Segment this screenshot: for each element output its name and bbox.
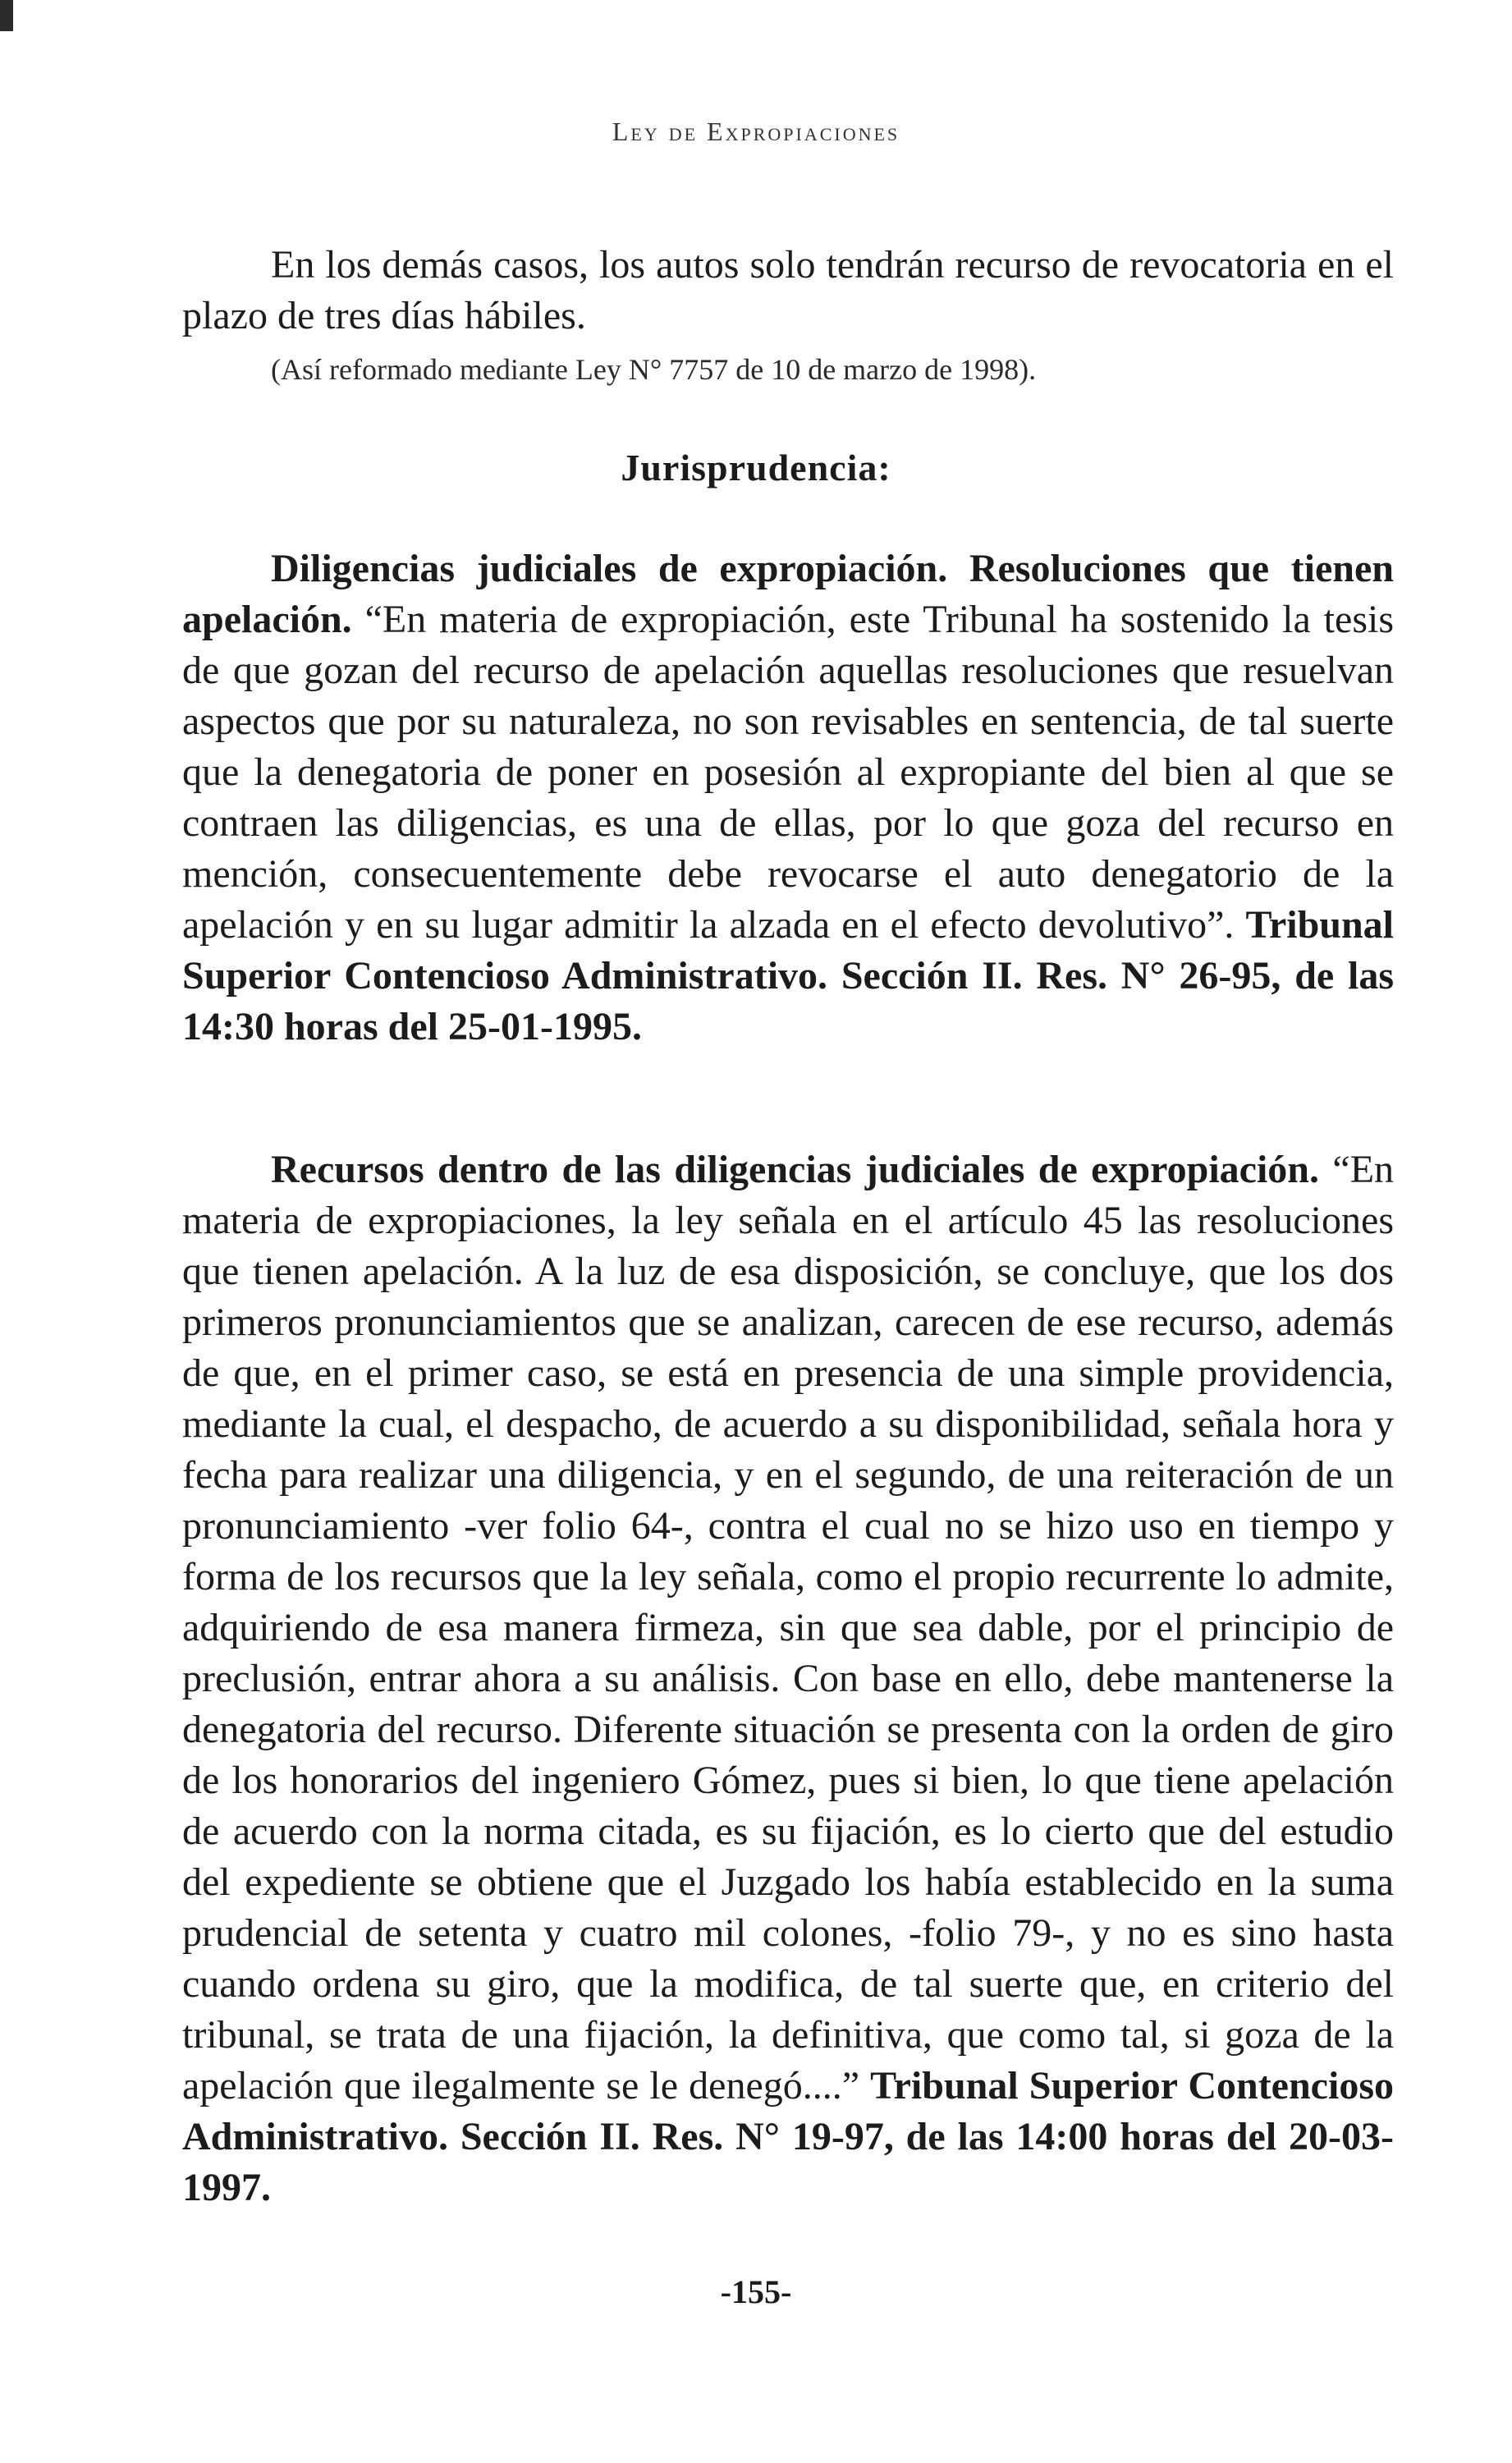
- entry-citation: Tribunal Superior Contencioso Administrativo. Sección II. Res. N° 19-97, de las 14:00 horas del 20-03-1997.: [182, 2064, 1394, 2209]
- section-heading: Jurisprudencia:: [621, 447, 891, 488]
- amendment-note: (Así reformado mediante Ley N° 7757 de 10 de marzo de 1998).: [271, 353, 1037, 386]
- scan-edge-mark: [0, 0, 13, 31]
- page-number: -155-: [720, 2273, 792, 2310]
- running-head: Ley de Expropiaciones: [612, 117, 900, 146]
- entry-title: Recursos dentro de las diligencias judiciales de expropiación.: [271, 1148, 1319, 1191]
- entry-title: Diligencias judiciales de expropiación. Resoluciones que tienen apelación.: [182, 547, 1394, 641]
- jurisprudence-entry: [182, 544, 1394, 1053]
- entry-quote: “En materia de expropiaciones, la ley señala en el artículo 45 las resoluciones que tienen apelación. A la luz de esa disposición, se concluye, que los dos primeros pronunciamientos que se analizan, carecen de ese recurso, además de que, en el primer caso, se está en presencia de una simple providencia, mediante la cual, el despacho, de acuerdo a su disponibilidad, señala hora y fecha para realizar una diligencia, y en el segundo, de una reiteración de un pronunciamiento -ver folio 64-, contra el cual no se hizo uso en tiempo y forma de los recursos que la ley señala, como el propio recurrente lo admite, adquiriendo de esa manera firmeza, sin que sea dable, por el principio de preclusión, entrar ahora a su análisis. Con base en ello, debe mantenerse la denegatoria del recurso. Diferente situación se presenta con la orden de giro de los honorarios del ingeniero Gómez, pues si bien, lo que tiene apelación de acuerdo con la norma citada, es su fijación, es lo cierto que del estudio del expediente se obtiene que el Juzgado los había establecido en la suma prudencial de setenta y cuatro mil colones, -folio 79-, y no es sino hasta cuando ordena su giro, que la modifica, de tal suerte que, en criterio del tribunal, se trata de una fijación, la definitiva, que como tal, si goza de la apelación que ilegalmente se le denegó....”: [182, 1148, 1395, 2108]
- jurisprudence-entry: [182, 1144, 1394, 2213]
- intro-paragraph: En los demás casos, los autos solo tendrán recurso de revocatoria en el plazo de tres días hábiles.: [182, 243, 1394, 337]
- entry-quote: “En materia de expropiación, este Tribunal ha sostenido la tesis de que gozan del recurso de apelación aquellas resoluciones que resuelvan aspectos que por su naturaleza, no son revisables en sentencia, de tal suerte que la denegatoria de poner en posesión al expropiante del bien al que se contraen las diligencias, es una de ellas, por lo que goza del recurso en mención, consecuentemente debe revocarse el auto denegatorio de la apelación y en su lugar admitir la alzada en el efecto devolutivo”.: [182, 598, 1395, 947]
- entry-citation: Tribunal Superior Contencioso Administrativo. Sección II. Res. N° 26-95, de las 14:30 horas del 25-01-1995.: [182, 903, 1395, 1048]
